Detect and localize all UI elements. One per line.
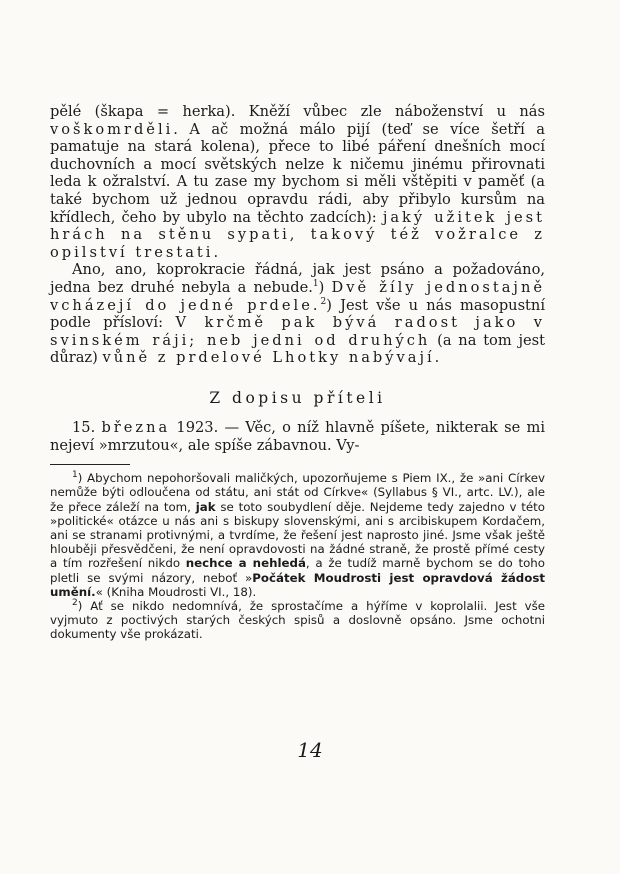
footnote-ref-2[interactable]: 2 — [320, 296, 327, 307]
p3-day: 15. — [72, 418, 102, 436]
footnote-2-mark: 2 — [72, 598, 78, 608]
fn1-bold-nechce: nechce a nehledá — [185, 556, 306, 571]
fn1-bold-pocatek: Počátek Moudrosti jest opravdová žádost umění. — [50, 570, 546, 599]
fn1-text-c: se toto soubydlení děje. Nejdeme tedy zajedno v této »politické« otázce u nás ani s biskupy slovenskými, ani s arcibiskupem Kordačem, ani se stranami protivnými, a tvrdíme, že řešení jest naprosto jiné. Jsme však ještě hlouběji přesvědčeni, že není opravdovosti na žádné straně, že prostě přímé cesty a tím rozřešení nikdo — [50, 499, 546, 571]
p2-text-d: ) Jest vše u nás masopustní podle přísloví: — [50, 296, 545, 332]
paragraph-3 — [50, 419, 545, 454]
page-number: 14 — [297, 738, 323, 762]
p1-spaced-word: voškomrděli — [50, 120, 174, 138]
footnotes — [50, 471, 545, 641]
p2-spaced-quote-3: vůně z prdelové Lhotky nabývají — [102, 349, 435, 367]
section-heading: Z dopisu příteli — [209, 388, 386, 407]
p1-text-e: . — [213, 243, 219, 261]
footnote-2 — [50, 599, 545, 642]
p2-spaced-quote-1: Dvě žíly jednostajně vcházejí do jedné prdele. — [50, 278, 545, 314]
paragraph-2 — [50, 261, 545, 367]
p1-spaced-proverb: jaký užitek jest hrách na stěnu sypati, takový též vožralce z opilství trestati — [50, 208, 545, 261]
p3-text-c: 1923. — Věc, o níž hlavně píšete, nikterak se mi nejeví »mrzutou«, ale spíše zábavnou. Vy- — [50, 418, 545, 454]
p2-text-b: ) — [318, 278, 332, 296]
footnote-1 — [50, 471, 545, 599]
fn1-text-a: ) Abychom nepohoršovali maličkých, upozorňujeme s Piem IX., že »ani Církev nemůže býti odloučena od státu, ani stát od Církve« (Syllabus § VI., artc. LV.), ale že přece záleží na tom, — [50, 471, 545, 514]
footnote-1-mark: 1 — [72, 470, 78, 481]
fn1-text-g: « (Kniha Moudrosti VI., 18). — [95, 584, 257, 599]
fn1-bold-jak: jak — [195, 499, 216, 514]
p2-text-a: Ano, ano, koprokracie řádná, jak jest psáno a požadováno, jedna bez druhé nebyla a nebude. — [50, 261, 545, 296]
p1-text-a: pělé (škapa = herka). Kněží vůbec zle náboženství u nás — [50, 103, 545, 120]
page-content — [50, 103, 545, 642]
p2-text-h: . — [434, 349, 440, 367]
fn2-text-a: ) Ať se nikdo nedomnívá, že sprostačíme a hýříme v koprolalii. Jest vše vyjmuto z poctivých starých českých spisů a doslovně opsáno. Jsme ochotni dokumenty vše prokázati. — [50, 598, 545, 642]
footnote-divider — [50, 464, 130, 465]
fn1-text-e: , a že tudíž marně bychom se do toho pletli se svými názory, neboť » — [50, 556, 545, 585]
p1-text-c: . A ač možná málo pijí (teď se více šetří a pamatuje na stará kolena), přece to libé páření dnešních mocí duchovních a mocí světských nelze k ničemu jinému přirovnati leda k ožralství. A tu zase my bychom si měli vštěpiti v paměť (a také bychom už jednou opravdu rádi, aby přibylo kursům na křídlech, čeho by ubylo na těchto zadcích): — [50, 120, 545, 226]
footnote-ref-1[interactable]: 1 — [312, 279, 319, 290]
p2-text-f: (a na tom jest důraz) — [50, 331, 545, 367]
p3-month: března — [101, 418, 171, 436]
p2-spaced-quote-2: V krčmě pak bývá radost jako v svinském ráji; neb jedni od druhých — [50, 314, 545, 349]
paragraph-1 — [50, 103, 545, 261]
